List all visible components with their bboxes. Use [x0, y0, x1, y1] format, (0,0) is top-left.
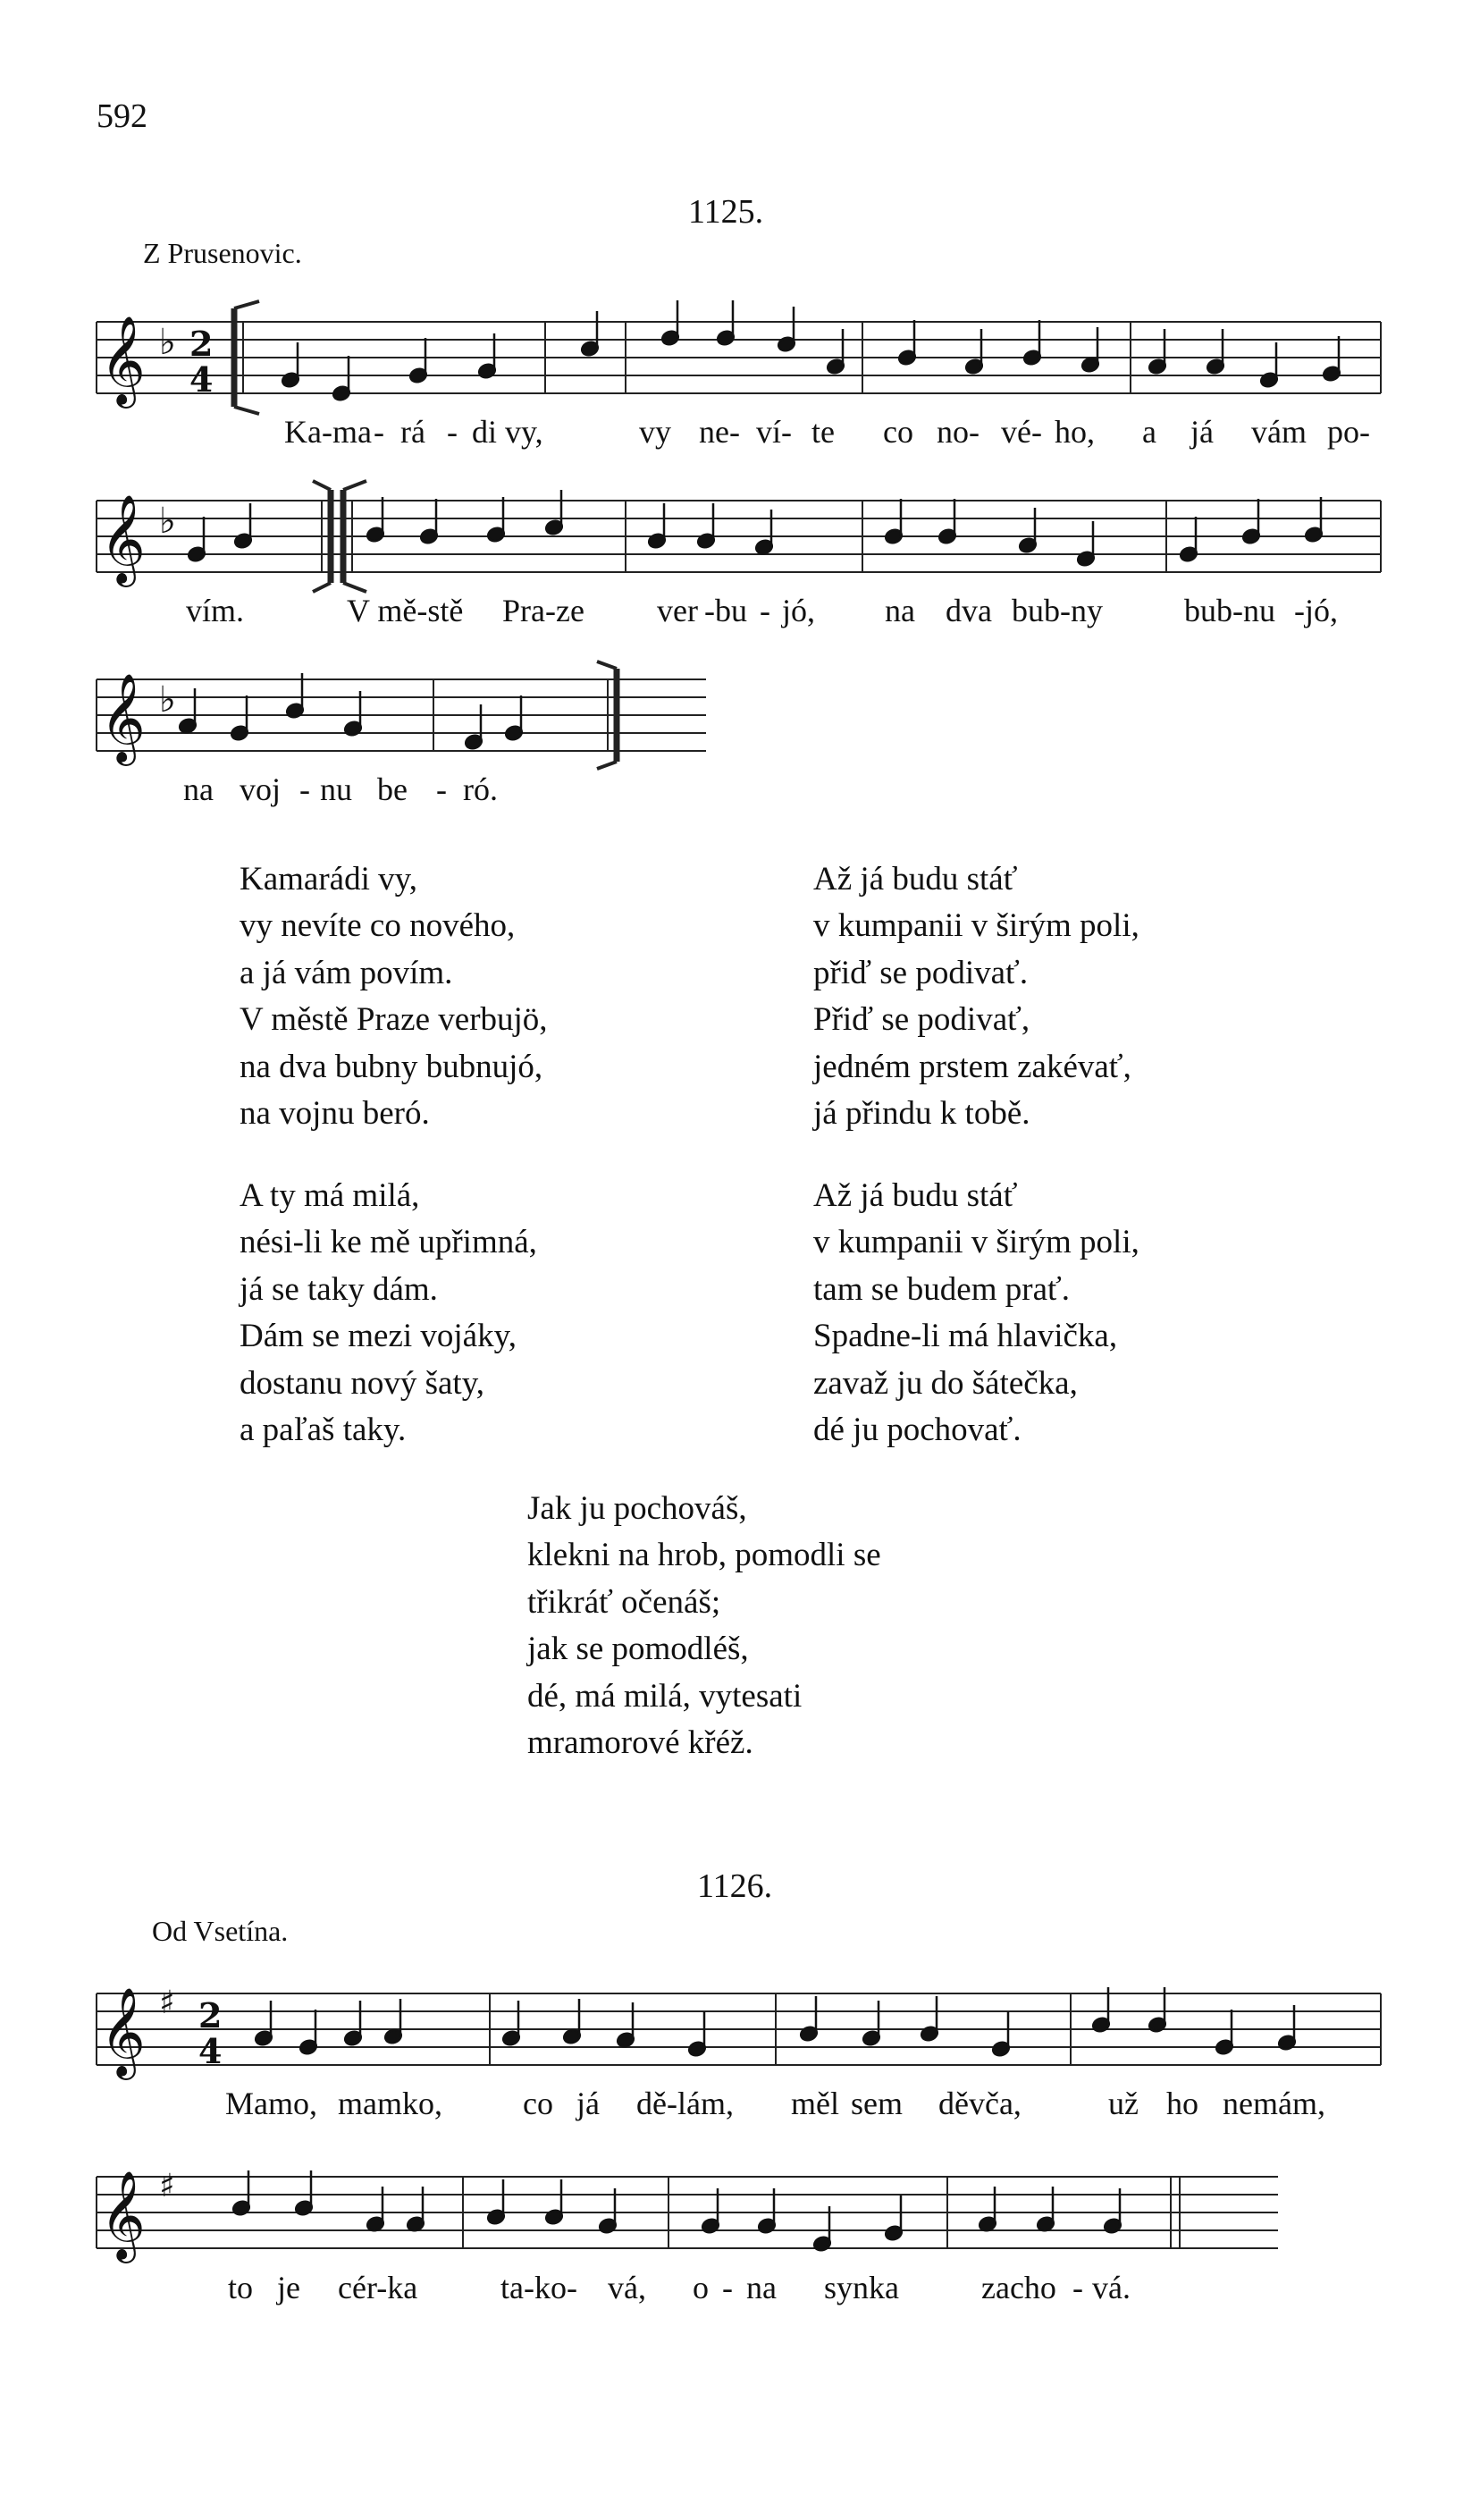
syllable: sem — [851, 2086, 903, 2121]
verse-line: a já vám povím. — [240, 954, 453, 991]
syllable: vá, — [608, 2270, 646, 2305]
verse-line: vy nevíte co nového, — [240, 907, 516, 945]
syllable: děvča, — [938, 2086, 1022, 2121]
syllable: jó, — [782, 593, 816, 628]
syllable: po- — [1327, 414, 1370, 450]
syllable: V mě-stě — [347, 593, 464, 628]
syllable: - — [1072, 2270, 1083, 2305]
syllable: to — [228, 2270, 254, 2305]
verse-line: Kamarádi vy, — [240, 861, 417, 898]
syllable: nu — [320, 771, 352, 807]
treble-clef-icon: 𝄞 — [100, 316, 146, 405]
verse-line: na dva bubny bubnujó, — [240, 1048, 543, 1085]
verse-line: mramorové křéž. — [527, 1724, 753, 1762]
syllable: na — [746, 2270, 777, 2305]
verse-line: v kumpanii v širým poli, — [813, 907, 1139, 945]
syllable: vé- — [1001, 414, 1042, 450]
syllable: ta-ko- — [500, 2270, 577, 2305]
verse-line: a paľaš taky. — [240, 1412, 407, 1449]
syllable: - — [436, 771, 447, 807]
sharp-icon: ♯ — [159, 1985, 175, 2021]
syllable: bub-ny — [1012, 593, 1103, 628]
syllable: dva — [946, 593, 992, 628]
syllable: vím. — [186, 593, 245, 628]
syllable: - — [760, 593, 770, 628]
treble-clef-icon: 𝄞 — [100, 494, 146, 584]
stanza-3 — [240, 1173, 537, 1454]
syllable: vá. — [1092, 2270, 1131, 2305]
syllable: te — [811, 414, 835, 450]
syllable: - — [374, 414, 384, 450]
syllable: be — [377, 771, 408, 807]
flat-icon: ♭ — [159, 501, 176, 542]
syllable: -bu — [704, 593, 747, 628]
song-number: 1126. — [697, 1867, 773, 1905]
song-origin: Z Prusenovic. — [143, 237, 302, 269]
syllable: - — [299, 771, 310, 807]
syllable: - — [447, 414, 458, 450]
verse-line: V městě Praze verbujö, — [240, 1001, 548, 1039]
flat-icon: ♭ — [159, 679, 176, 721]
syllable: -jó, — [1294, 593, 1338, 628]
verse-line: v kumpanii v širým poli, — [813, 1224, 1139, 1261]
time-signature-top: 2 — [189, 324, 214, 364]
verse-line: přiď se podivať. — [813, 954, 1029, 991]
syllable: já — [1190, 414, 1214, 450]
stanza-1 — [240, 856, 548, 1137]
syllable: a — [1142, 414, 1156, 450]
verse-line: já se taky dám. — [240, 1270, 438, 1308]
verse-line: já přindu k tobě. — [813, 1095, 1030, 1133]
syllable: Mamo, — [225, 2086, 317, 2121]
song-origin: Od Vsetína. — [152, 1915, 289, 1947]
syllable: vy — [639, 414, 671, 450]
syllable: rá — [400, 414, 425, 450]
syllable: ví- — [756, 414, 792, 450]
verse-line: dé ju pochovať. — [813, 1412, 1022, 1449]
page-number: 592 — [97, 97, 147, 135]
treble-clef-icon: 𝄞 — [100, 1987, 146, 2077]
verse-line: Jak ju pochováš, — [527, 1490, 747, 1527]
syllable: bub-nu — [1184, 593, 1275, 628]
treble-clef-icon: 𝄞 — [100, 2170, 146, 2260]
verse-line: třikráť očenáš; — [527, 1583, 721, 1621]
stanza-5 — [527, 1486, 881, 1766]
verse-line: Až já budu stáť — [813, 861, 1018, 898]
syllable: Pra-ze — [502, 593, 584, 628]
syllable: zacho — [981, 2270, 1056, 2305]
syllable: nemám, — [1223, 2086, 1325, 2121]
time-signature-top: 2 — [198, 1995, 223, 2035]
treble-clef-icon: 𝄞 — [100, 673, 146, 763]
syllable: ne- — [699, 414, 740, 450]
time-signature-bottom: 4 — [189, 359, 214, 400]
syllable: di vy, — [472, 414, 543, 450]
syllable: mamko, — [338, 2086, 442, 2121]
syllable: je — [277, 2270, 300, 2305]
stanza-4 — [813, 1173, 1139, 1454]
time-signature-bottom: 4 — [198, 2031, 223, 2071]
verse-line: klekni na hrob, pomodli se — [527, 1537, 881, 1574]
verse-line: zavaž ju do šátečka, — [813, 1364, 1078, 1402]
verse-line: dostanu nový šaty, — [240, 1364, 485, 1402]
sharp-icon: ♯ — [159, 2168, 175, 2204]
syllable: - — [722, 2270, 733, 2305]
syllable: vám — [1251, 414, 1307, 450]
verse-line: Dám se mezi vojáky, — [240, 1318, 517, 1355]
syllable: měl — [791, 2086, 839, 2121]
syllable: co — [523, 2086, 553, 2121]
syllable: ho — [1166, 2086, 1198, 2121]
verse-line: jedném prstem zakévať, — [813, 1048, 1131, 1085]
syllable: já — [576, 2086, 600, 2121]
verse-line: jak se pomodléš, — [527, 1631, 749, 1668]
syllable: ho, — [1055, 414, 1095, 450]
syllable: no- — [937, 414, 980, 450]
syllable: ró. — [463, 771, 498, 807]
verse-line: Spadne-li má hlavička, — [813, 1318, 1118, 1355]
verse-line: A ty má milá, — [240, 1177, 420, 1214]
verse-line: na vojnu beró. — [240, 1095, 430, 1133]
stanza-2 — [813, 856, 1139, 1137]
verse-line: Až já budu stáť — [813, 1177, 1018, 1214]
syllable: co — [883, 414, 913, 450]
verse-line: dé, má milá, vytesati — [527, 1677, 803, 1715]
verse-line: nési-li ke mě upřimná, — [240, 1224, 537, 1261]
syllable: o — [693, 2270, 709, 2305]
syllable: na — [885, 593, 915, 628]
verse-line: Přiď se podivať, — [813, 1001, 1030, 1039]
syllable: Ka-ma — [284, 414, 372, 450]
verse-line: tam se budem prať. — [813, 1270, 1071, 1308]
syllable: dě-lám, — [636, 2086, 734, 2121]
syllable: už — [1108, 2086, 1139, 2121]
flat-icon: ♭ — [159, 322, 176, 363]
syllable: cér-ka — [338, 2270, 418, 2305]
syllable: voj — [240, 771, 282, 807]
song-number: 1125. — [688, 193, 764, 231]
syllable: ver — [657, 593, 698, 628]
syllable: synka — [824, 2270, 899, 2305]
syllable: na — [183, 771, 214, 807]
